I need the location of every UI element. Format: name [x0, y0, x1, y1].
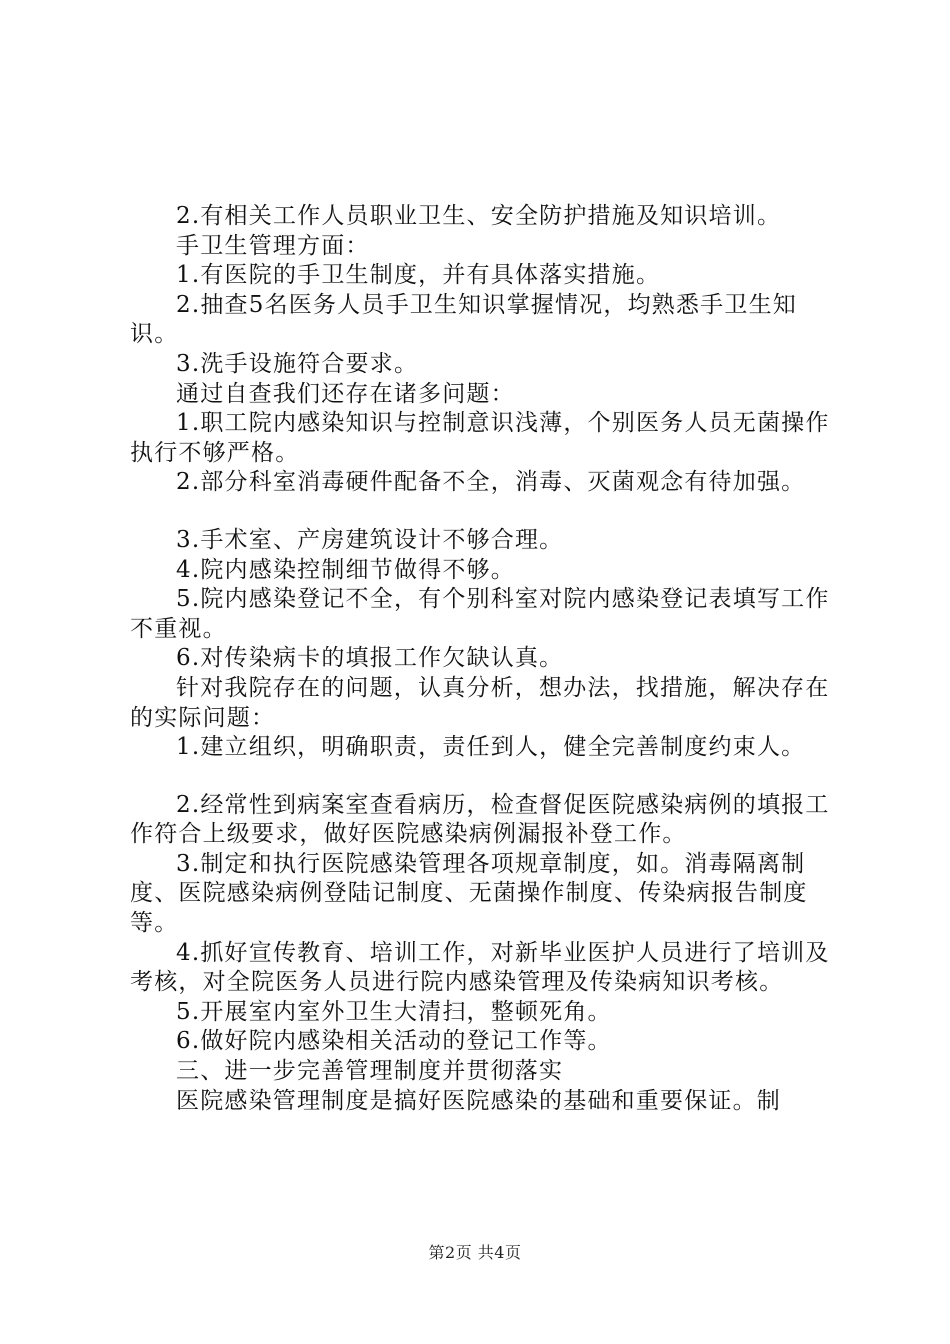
paragraph: 2.经常性到病案室查看病历，检查督促医院感染病例的填报工作符合上级要求，做好医院感染病例漏报补登工作。	[130, 791, 830, 848]
paragraph: 5.院内感染登记不全，有个别科室对院内感染登记表填写工作不重视。	[130, 586, 830, 642]
paragraph: 1.职工院内感染知识与控制意识浅薄，个别医务人员无菌操作执行不够严格。	[130, 410, 830, 466]
paragraph: 1.建立组织，明确职责，责任到人，健全完善制度约束人。	[176, 734, 806, 761]
paragraph: 3.洗手设施符合要求。	[176, 350, 419, 377]
paragraph: 2.有相关工作人员职业卫生、安全防护措施及知识培训。	[176, 203, 782, 229]
section-heading: 三、进一步完善管理制度并贯彻落实	[176, 1058, 564, 1085]
paragraph: 6.做好院内感染相关活动的登记工作等。	[176, 1028, 612, 1055]
paragraph: 3.制定和执行医院感染管理各项规章制度，如。消毒隔离制度、医院感染病例登陆记制度、无菌操作制度、传染病报告制度等。	[130, 850, 808, 937]
paragraph: 针对我院存在的问题，认真分析，想办法，找措施，解决存在的实际问题：	[130, 674, 830, 731]
paragraph: 6.对传染病卡的填报工作欠缺认真。	[176, 645, 564, 672]
document-body	[130, 202, 835, 1116]
paragraph: 2.抽查5名医务人员手卫生知识掌握情况，均熟悉手卫生知识。	[130, 291, 797, 348]
page-number-footer: 第2页 共4页	[428, 1243, 522, 1262]
section-heading: 手卫生管理方面：	[176, 232, 370, 259]
paragraph: 1.有医院的手卫生制度，并有具体落实措施。	[176, 262, 661, 289]
paragraph: 4.院内感染控制细节做得不够。	[176, 556, 515, 583]
paragraph: 5.开展室内室外卫生大清扫，整顿死角。	[176, 998, 612, 1025]
paragraph: 4.抓好宣传教育、培训工作，对新毕业医护人员进行了培训及考核，对全院医务人员进行院内感染管理及传染病知识考核。	[130, 939, 830, 996]
paragraph: 医院感染管理制度是搞好医院感染的基础和重要保证。制	[176, 1087, 781, 1114]
section-heading: 通过自查我们还存在诸多问题：	[176, 380, 515, 407]
paragraph: 3.手术室、产房建筑设计不够合理。	[176, 526, 564, 553]
paragraph: 2.部分科室消毒硬件配备不全，消毒、灭菌观念有待加强。	[176, 469, 806, 496]
